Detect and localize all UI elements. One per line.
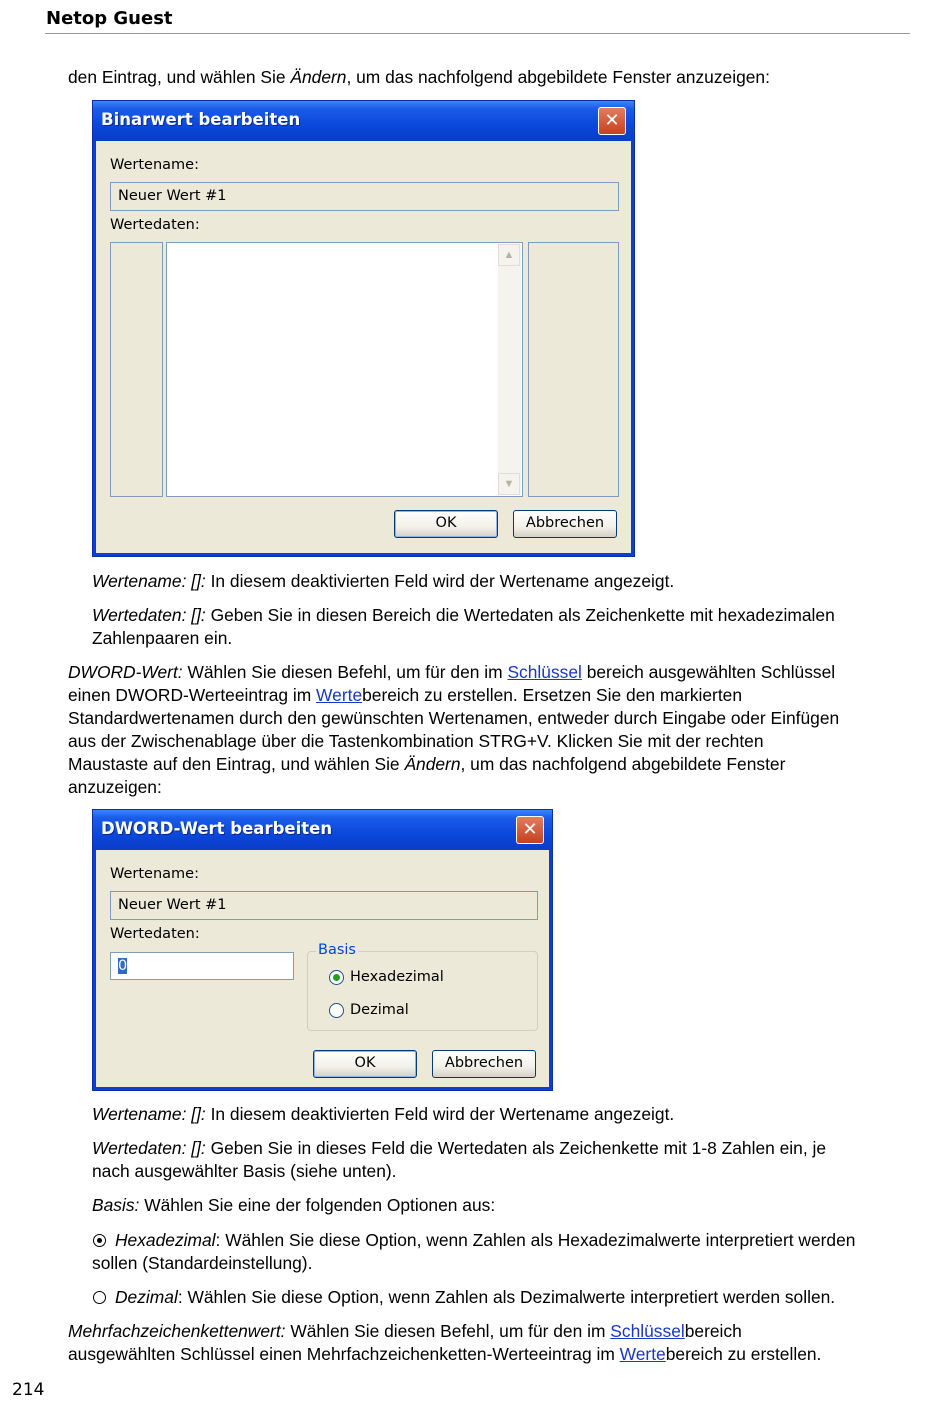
link-schluessel[interactable]: Schlüssel	[610, 1321, 685, 1341]
text: ausgewählten Schlüssel einen Mehrfachzeichenketten-Werteeintrag im	[68, 1344, 620, 1364]
text: Geben Sie in diesen Bereich die Wertedaten als Zeichenkette mit hexadezimalen	[205, 605, 835, 625]
text: Maustaste auf den Eintrag, und wählen Sie	[68, 754, 405, 774]
term: DWORD-Wert:	[68, 662, 183, 682]
value-data-input[interactable]	[110, 952, 294, 980]
dialog-titlebar[interactable]	[93, 101, 634, 141]
term: Basis:	[92, 1195, 140, 1215]
desc1-name	[92, 570, 674, 593]
value-data-label: Wertedaten:	[110, 926, 200, 942]
ok-button[interactable]: OK	[313, 1050, 417, 1078]
text: : Wählen Sie diese Option, wenn Zahlen als Hexadezimalwerte interpretiert werden	[215, 1230, 856, 1250]
link-schluessel[interactable]: Schlüssel	[507, 662, 582, 682]
cancel-button[interactable]: Abbrechen	[432, 1050, 536, 1078]
scroll-down-icon[interactable]: ▼	[498, 473, 520, 495]
value-name-field: Neuer Wert #1	[110, 891, 538, 920]
dec-radio[interactable]	[329, 1003, 344, 1018]
dialog-title: Binarwert bearbeiten	[101, 110, 301, 129]
text: Standardwertenamen durch den gewünschten Wertenamen, entweder durch Eingabe oder Einfügen	[68, 708, 840, 728]
text: bereich zu erstellen. Ersetzen Sie den markierten	[362, 685, 743, 705]
term: Wertedaten: []:	[92, 1138, 206, 1158]
text: aus der Zwischenablage über die Tastenkombination STRG+V. Klicken Sie mit der rechten	[68, 731, 764, 751]
text: Zahlenpaaren ein.	[92, 628, 233, 648]
intro-line	[68, 66, 770, 89]
page-header-title: Netop Guest	[46, 8, 173, 29]
header-divider	[45, 33, 910, 34]
basis-label: Basis	[318, 942, 356, 958]
text: In diesem deaktivierten Feld wird der Wertename angezeigt.	[205, 1104, 675, 1124]
scroll-up-icon[interactable]: ▲	[498, 244, 520, 266]
desc2-hex	[92, 1229, 855, 1275]
ok-button[interactable]: OK	[394, 510, 498, 538]
close-icon[interactable]: ✕	[598, 107, 626, 135]
term: Wertename: []:	[92, 1104, 206, 1124]
emphasis: Ändern	[404, 754, 461, 774]
term: Mehrfachzeichenkettenwert:	[68, 1321, 286, 1341]
intro-emphasis: Ändern	[290, 67, 347, 87]
value-name-label: Wertename:	[110, 866, 199, 882]
text: nach ausgewählter Basis (siehe unten).	[92, 1161, 397, 1181]
intro-text: den Eintrag, und wählen Sie	[68, 67, 291, 87]
dword-paragraph	[68, 661, 908, 799]
hex-data-area[interactable]	[166, 242, 523, 497]
term: Dezimal	[115, 1287, 178, 1307]
value-name-field: Neuer Wert #1	[110, 182, 619, 211]
desc2-dec	[92, 1286, 835, 1309]
text: , um das nachfolgend abgebildete Fenster	[460, 754, 786, 774]
multistring-paragraph	[68, 1320, 908, 1366]
text: bereich zu erstellen.	[665, 1344, 822, 1364]
basis-groupbox	[307, 951, 538, 1031]
text: Wählen Sie diesen Befehl, um für den im	[182, 662, 508, 682]
term: Wertename: []:	[92, 571, 206, 591]
text: sollen (Standardeinstellung).	[92, 1253, 313, 1273]
dialog-body	[96, 141, 631, 553]
text: einen DWORD-Werteeintrag im	[68, 685, 317, 705]
text: bereich ausgewählten Schlüssel	[581, 662, 836, 682]
desc2-basis	[92, 1194, 495, 1217]
text: anzuzeigen:	[68, 777, 162, 797]
cancel-button[interactable]: Abbrechen	[513, 510, 617, 538]
term: Wertedaten: []:	[92, 605, 206, 625]
page-number: 214	[12, 1380, 45, 1400]
hex-radio[interactable]	[329, 970, 344, 985]
link-werte[interactable]: Werte	[316, 685, 363, 705]
text: : Wählen Sie diese Option, wenn Zahlen als Dezimalwerte interpretiert werden sollen.	[177, 1287, 836, 1307]
scrollbar[interactable]	[498, 244, 521, 495]
desc2-name	[92, 1103, 674, 1126]
intro-text-end: , um das nachfolgend abgebildete Fenster anzuzeigen:	[346, 67, 770, 87]
text: Wählen Sie eine der folgenden Optionen aus:	[139, 1195, 496, 1215]
binary-value-dialog	[92, 100, 635, 557]
selected-value: 0	[118, 958, 128, 974]
dialog-titlebar[interactable]	[93, 810, 552, 850]
dword-value-dialog	[92, 809, 553, 1091]
desc1-data	[92, 604, 835, 650]
dialog-title: DWORD-Wert bearbeiten	[101, 819, 333, 838]
text: In diesem deaktivierten Feld wird der Wertename angezeigt.	[205, 571, 675, 591]
term: Hexadezimal	[115, 1230, 216, 1250]
desc2-data	[92, 1137, 826, 1183]
ascii-column	[528, 242, 619, 497]
close-icon[interactable]: ✕	[516, 816, 544, 844]
hex-radio-label[interactable]: Hexadezimal	[350, 969, 444, 985]
text: Geben Sie in dieses Feld die Wertedaten als Zeichenkette mit 1-8 Zahlen ein, je	[205, 1138, 827, 1158]
dec-radio-label[interactable]: Dezimal	[350, 1002, 409, 1018]
radio-selected-dot	[333, 974, 340, 981]
text: bereich	[684, 1321, 742, 1341]
link-werte[interactable]: Werte	[619, 1344, 666, 1364]
text: Wählen Sie diesen Befehl, um für den im	[285, 1321, 611, 1341]
dialog-body	[96, 850, 549, 1087]
value-name-label: Wertename:	[110, 157, 199, 173]
offset-column	[110, 242, 163, 497]
value-data-label: Wertedaten:	[110, 217, 200, 233]
